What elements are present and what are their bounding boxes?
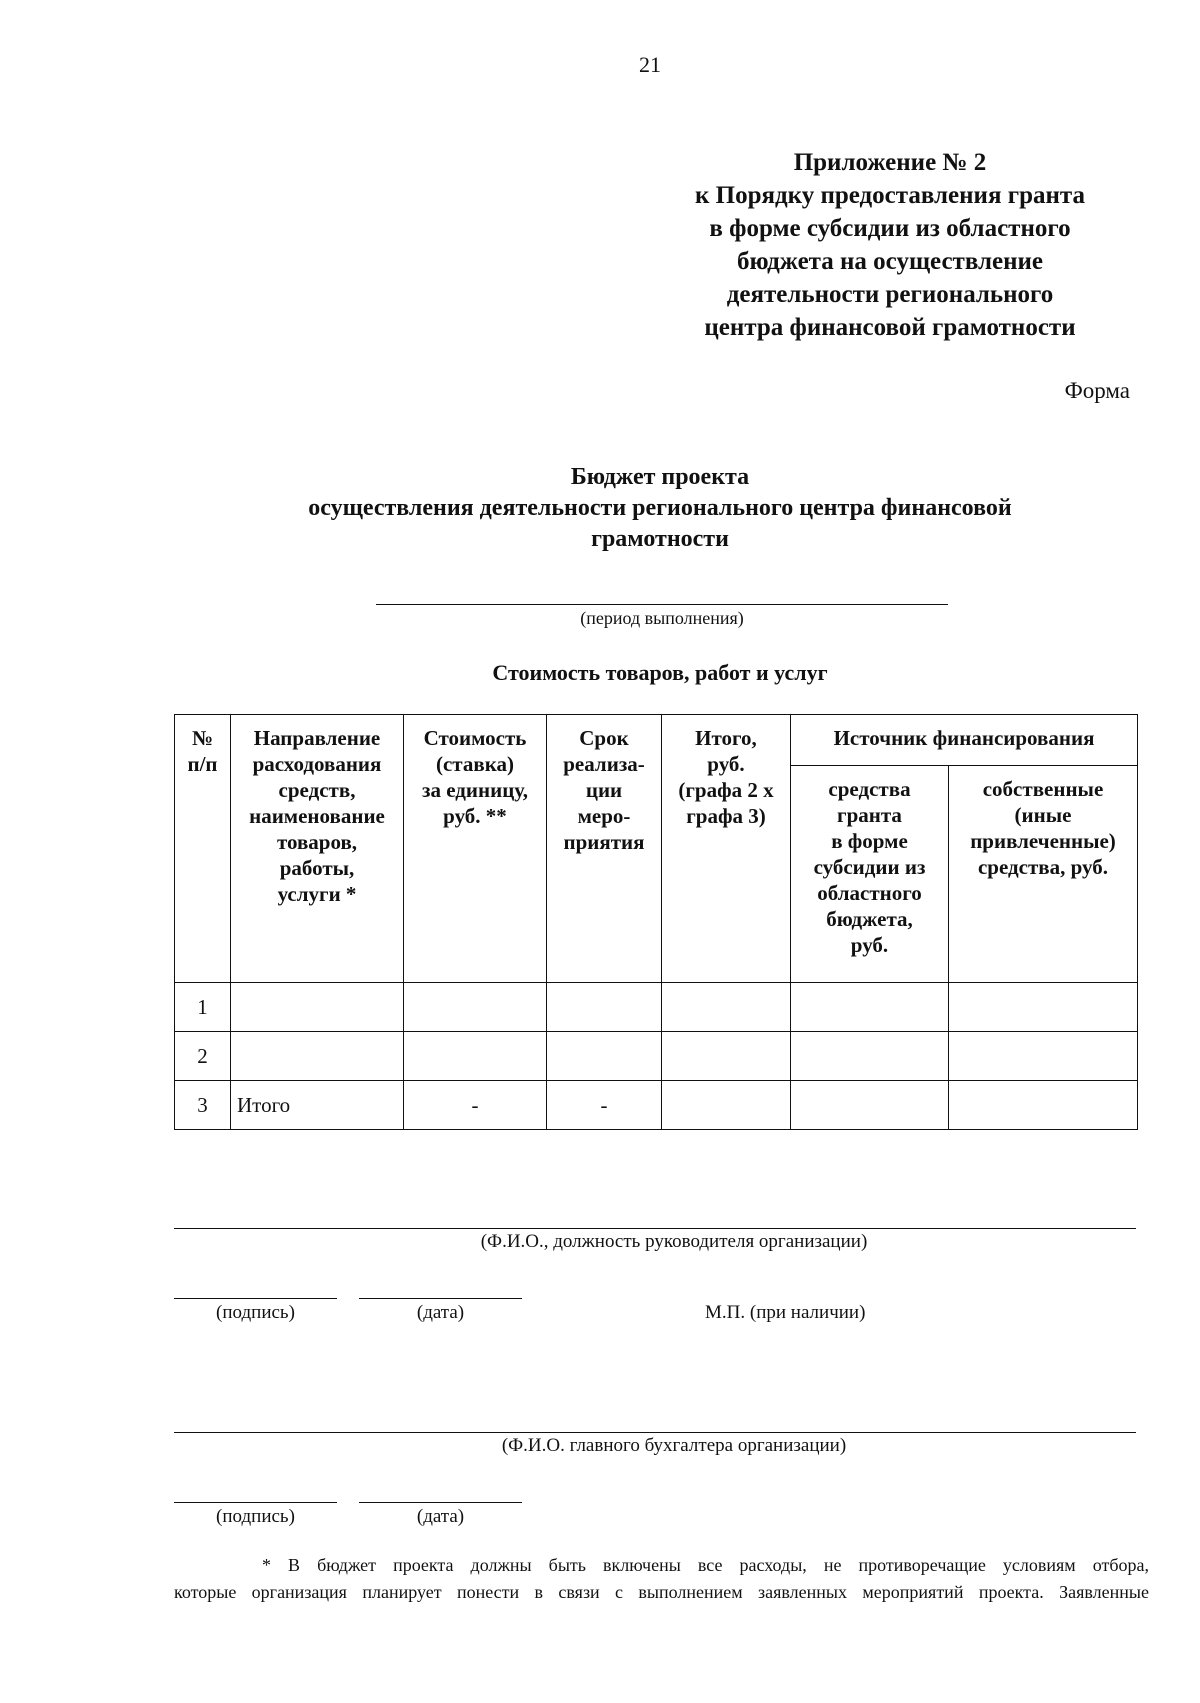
period-input-line[interactable] xyxy=(376,604,948,605)
head-caption: (Ф.И.О., должность руководителя организации) xyxy=(480,1231,868,1252)
appendix-line: Приложение № 2 xyxy=(793,149,987,176)
cell-own-funds[interactable] xyxy=(949,1032,1138,1081)
cell-grant-funds[interactable] xyxy=(791,1081,949,1130)
period-caption: (период выполнения) xyxy=(580,608,744,628)
accountant-caption: (Ф.И.О. главного бухгалтера организации) xyxy=(501,1435,847,1456)
accountant-date-line[interactable] xyxy=(359,1502,522,1503)
title-line: осуществления деятельности регионального центра финансовой xyxy=(308,495,1012,521)
header-term: Срок реализа- ции меро- приятия xyxy=(547,715,662,983)
page-number: 21 xyxy=(639,52,661,77)
header-total: Итого, руб. (графа 2 х графа 3) xyxy=(662,715,791,983)
accountant-name-line[interactable] xyxy=(174,1432,1136,1433)
date-caption: (дата) xyxy=(416,1506,465,1527)
cell-own-funds[interactable] xyxy=(949,1081,1138,1130)
cell-number: 2 xyxy=(175,1032,231,1081)
cell-total[interactable] xyxy=(662,1081,791,1130)
document-title xyxy=(200,462,1120,555)
footnote-line: которые организация планирует понести в связи с выполнением заявленных мероприятий проекта. Заявленные xyxy=(174,1582,1149,1602)
header-own-funds: собственные (иные привлеченные) средства, руб. xyxy=(949,766,1138,983)
head-date-line[interactable] xyxy=(359,1298,522,1299)
table-row xyxy=(175,1032,1138,1081)
cell-direction: Итого xyxy=(231,1081,404,1130)
cell-unit-cost[interactable] xyxy=(404,1032,547,1081)
appendix-line: центра финансовой грамотности xyxy=(704,314,1076,341)
header-direction: Направление расходования средств, наименование товаров, работы, услуги * xyxy=(231,715,404,983)
cell-term[interactable] xyxy=(547,983,662,1032)
appendix-line: бюджета на осуществление xyxy=(736,248,1044,275)
cell-term: - xyxy=(547,1081,662,1130)
cell-total[interactable] xyxy=(662,1032,791,1081)
date-caption: (дата) xyxy=(416,1302,465,1323)
head-signature-line[interactable] xyxy=(174,1298,337,1299)
appendix-line: в форме субсидии из областного xyxy=(709,215,1071,242)
appendix-line: к Порядку предоставления гранта xyxy=(694,182,1085,209)
cell-direction[interactable] xyxy=(231,1032,404,1081)
form-label: Форма xyxy=(1064,378,1130,403)
cost-section-title: Стоимость товаров, работ и услуг xyxy=(492,660,828,685)
cell-term[interactable] xyxy=(547,1032,662,1081)
footnote xyxy=(174,1552,1149,1606)
cell-number: 3 xyxy=(175,1081,231,1130)
header-number: № п/п xyxy=(175,715,231,983)
header-grant-funds: средства гранта в форме субсидии из областного бюджета, руб. xyxy=(791,766,949,983)
signature-caption: (подпись) xyxy=(216,1506,295,1527)
cell-total[interactable] xyxy=(662,983,791,1032)
header-funding-source: Источник финансирования xyxy=(791,715,1138,766)
cell-unit-cost[interactable] xyxy=(404,983,547,1032)
table-row-total xyxy=(175,1081,1138,1130)
cell-grant-funds[interactable] xyxy=(791,983,949,1032)
cell-grant-funds[interactable] xyxy=(791,1032,949,1081)
appendix-line: деятельности регионального xyxy=(726,281,1054,308)
title-line: Бюджет проекта xyxy=(570,464,750,490)
title-line: грамотности xyxy=(591,526,729,552)
cell-unit-cost: - xyxy=(404,1081,547,1130)
cell-number: 1 xyxy=(175,983,231,1032)
cell-direction[interactable] xyxy=(231,983,404,1032)
cell-own-funds[interactable] xyxy=(949,983,1138,1032)
signature-caption: (подпись) xyxy=(216,1302,295,1323)
stamp-caption: М.П. (при наличии) xyxy=(705,1302,866,1323)
footnote-line: * В бюджет проекта должны быть включены все расходы, не противоречащие условиям отбора, xyxy=(262,1555,1149,1575)
budget-table xyxy=(174,714,1138,1130)
table-row xyxy=(175,983,1138,1032)
header-unit-cost: Стоимость (ставка) за единицу, руб. ** xyxy=(404,715,547,983)
appendix-header xyxy=(650,146,1130,344)
head-name-line[interactable] xyxy=(174,1228,1136,1229)
accountant-signature-line[interactable] xyxy=(174,1502,337,1503)
